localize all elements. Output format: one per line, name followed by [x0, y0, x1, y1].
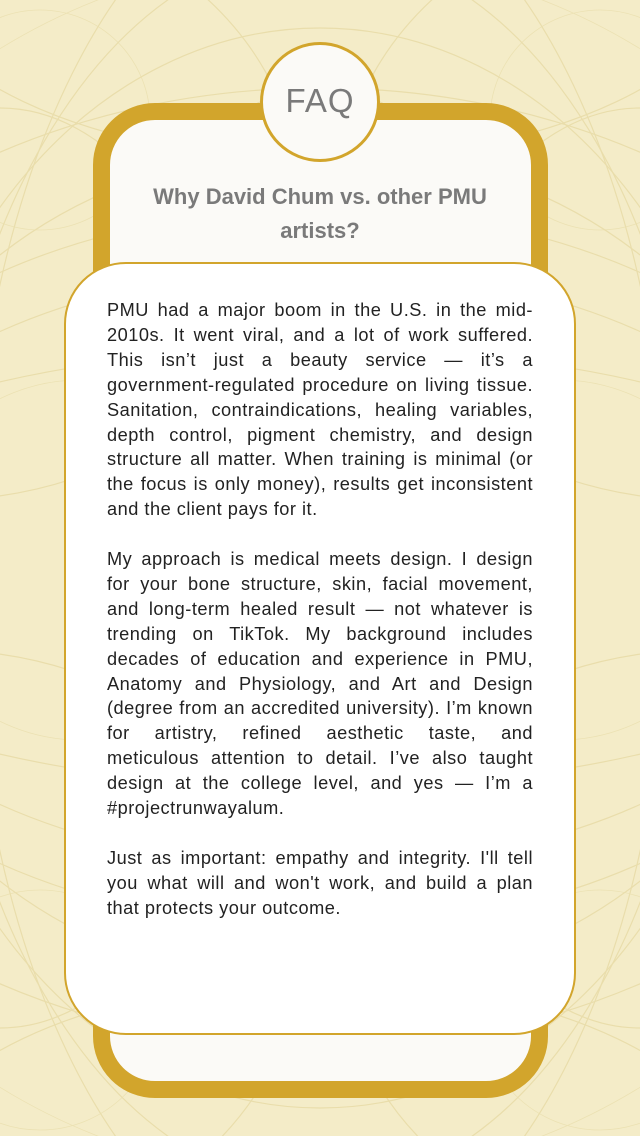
answer-paragraph-2: My approach is medical meets design. I design for your bone structure, skin, facial movement, and long-term healed result — not whatever is trending on TikTok. My background includes decades of education and experience in PMU, Anatomy and Physiology, and Art and Design (degree from an accredited university). I’m known for artistry, refined aesthetic taste, and meticulous attention to detail. I’ve also taught design at the college level, and yes — I’m a #projectrunwayalum. [107, 549, 533, 819]
answer-paragraph-3: Just as important: empathy and integrity. I'll tell you what will and won't work, and build a plan that protects your outcome. [107, 847, 533, 918]
answer-paragraph-1: PMU had a major boom in the U.S. in the mid-2010s. It went viral, and a lot of work suffered. This isn’t just a beauty service — it’s a government-regulated procedure on living tissue. Sanitation, contraindications, healing variables, depth control, pigment chemistry, and design structure all matter. When training is minimal (or the focus is only money), results get inconsistent and the client pays for it. [107, 300, 533, 520]
faq-question-heading: Why David Chum vs. other PMU artists? [153, 184, 487, 243]
answer-text [107, 298, 533, 946]
faq-badge-label: FAQ [285, 82, 355, 119]
